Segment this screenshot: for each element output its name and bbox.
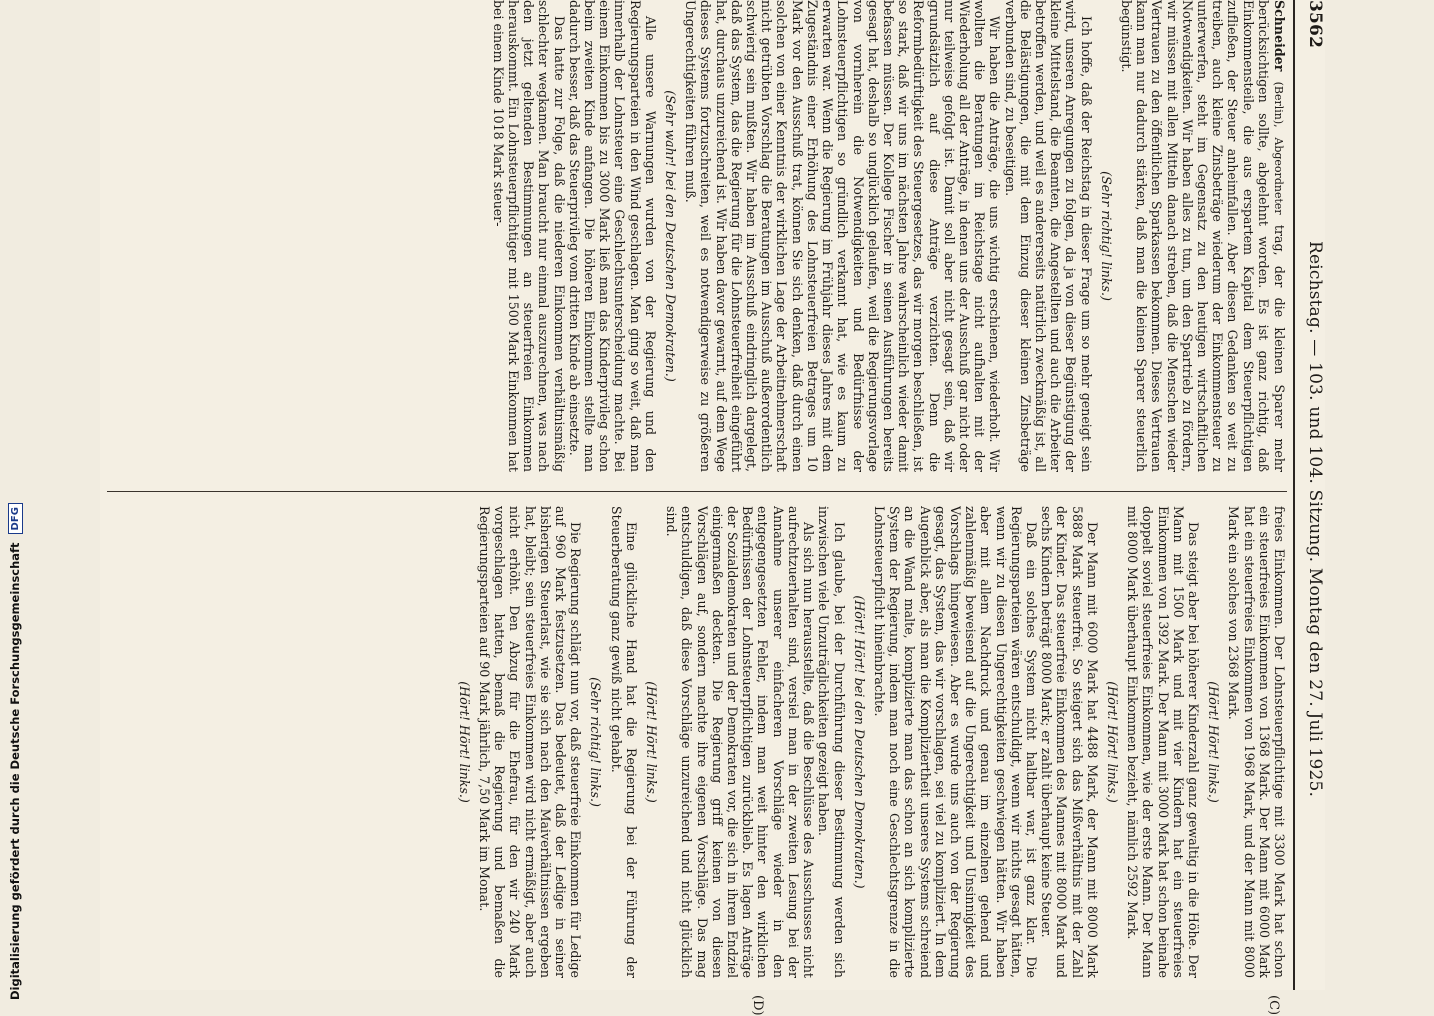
paragraph: Der Mann mit 6000 Mark hat 4488 Mark, der Mann mit 8000 Mark 5888 Mark steuerfrei. So steigert sich das Mißverhältnis mit der Zahl der Kinder. Das steuerfreie Einkommen des Mannes mit 8000 Mark und sechs Kindern beträgt 8000 Mark; er zahlt überhaupt keine Steuer.: [1039, 506, 1100, 978]
speaker-name: Schneider: [1272, 0, 1287, 72]
dfg-logo-icon: DFG: [8, 503, 23, 534]
paragraph: Alle unsere Warnungen wurden von der Regierung und den Regierungsparteien in den Wind geschlagen. Man ging so weit, daß man innerhalb der Lohnsteuer eine Geschlechtsunterscheidung machte. Bei einem Einkommen bis zu 3000 Mark ließ man das Kinderprivileg schon beim zweiten Kinde anfangen. Die höheren Einkommen stellte man dadurch besser, daß das Steuerprivileg vom dritten Kinde ab einsetzte.: [566, 0, 658, 472]
paragraph: Eine glückliche Hand hat die Regierung bei der Führung der Steuerberatung ganz gewiß nicht gehabt.: [608, 506, 639, 978]
paragraph: [1119, 0, 1287, 472]
column-divider: [107, 491, 1287, 492]
footer-strip: [0, 0, 30, 1000]
interjection: (Hört! Hört! links.): [1206, 681, 1222, 803]
paragraph-text: trag, der die kleinen Sparer mehr berücksichtigen sollte, abgelehnt worden. Es ist ganz richtig, daß Einkommensteile, die aus erspartem Kapital dem Steuerpflichtigen zufließen, der Steuer anheimfallen. Aber diesen Gedanken so weit zu treiben, auch kleine Zinsbeträge wiederum der Einkommensteuer zu unterwerfen, steht im Gegensatz zu den heutigen wirtschaftlichen Notwendigkeiten. Wir haben alles zu tun, um den Spartrieb zu fördern, wir müssen mit allen Mitteln danach streben, daß die Menschen wieder Vertrauen zu den öffentlichen Sparkassen bekommen. Dieses Vertrauen kann man nur dadurch stärken, daß man die kleinen Sparer steuerlich begünstigt.: [1118, 0, 1287, 472]
footer: [0, 0, 30, 1000]
interjection: (Hört! Hört! links.): [644, 681, 660, 803]
speaker-party: (Berlin), Abgeordneter: [1272, 81, 1285, 215]
margin-marker-d: (D): [750, 995, 765, 1016]
page-number: 3562: [1305, 0, 1325, 49]
interjection: (Hört! Hört! bei den Deutschen Demokraten.): [851, 595, 867, 889]
paragraph: Die Regierung schlägt nun vor, daß steuerfreie Einkommen für Ledige auf 960 Mark festzusetzen. Das bedeutet, daß der Ledige in seiner bisherigen Steuerlast, wie sie sich nach den Maiverhältnissen ergeben hat, bleibt; sein steuerfreies Einkommen wird nicht ermäßigt, aber auch nicht erhöht. Den Abzug für die Ehefrau, für den wir 240 Mark vorgeschlagen hatten, bemaß die Regierung und bemaßen die Regierungsparteien auf 90 Mark jährlich, 7,50 Mark im Monat.: [477, 506, 584, 978]
paragraph: Das steigt aber bei höherer Kinderzahl ganz gewaltig in die Höhe. Der Mann mit 1500 Mark und mit vier Kindern hat ein steuerfreies Einkommen von 1392 Mark. Der Mann mit 3000 Mark hat schon beinahe doppelt soviel steuerfreies Einkommen, wie der erste Mann. Der Mann mit 8000 Mark überhaupt Einkommen bezieht, nämlich 2592 Mark.: [1125, 506, 1201, 978]
paragraph: freies Einkommen. Der Lohnsteuerpflichtige mit 3300 Mark hat schon ein steuerfreies Einkommen von 1368 Mark. Der Mann mit 6000 Mark hat ein steuerfreies Einkommen von 1968 Mark, und der Mann mit 8000 Mark ein solches von 2368 Mark.: [1226, 506, 1287, 978]
header-rule: [1293, 0, 1295, 990]
page-title: Reichstag. — 103. und 104. Sitzung. Montag den 27. Juli 1925.: [1305, 240, 1325, 798]
interjection: (Sehr richtig! links.): [588, 677, 604, 807]
footer-text: Digitalisierung gefördert durch die Deutsche Forschungsgemeinschaft: [8, 542, 22, 1000]
paragraph: Ich hoffe, daß der Reichstag in dieser Frage um so mehr geneigt sein wird, unseren Anregungen zu folgen, da ja von dieser Begünstigung der kleine Mittelstand, die Beamten, die Angestellten und auch die Arbeiter betroffen werden, und weil es andererseits natürlich zweckmäßig ist, all die Belästigungen, die mit dem Einzug dieser kleinen Zinsbeträge verbunden sind, zu beseitigen.: [1002, 0, 1094, 472]
interjection: (Hört! Hört! links.): [1104, 681, 1120, 803]
paragraph: Ich glaube, bei der Durchführung dieser Bestimmung werden sich inzwischen viele Unzuträglichkeiten gezeigt haben.: [816, 506, 847, 978]
paragraph: Als sich nun herausstellte, daß die Beschlüsse des Ausschusses nicht aufrechtzuerhalten sind, versiel man in der zweiten Lesung bei der Annahme unserer einfacheren Vorschläge wieder in den entgegengesetzten Fehler, indem man weit hinter den wirklichen Bedürfnissen der Lohnsteuerpflichtigen zurückblieb. Es lagen Anträge der Sozialdemokraten und der Demokraten vor, die sich in ihrem Endziel einigermaßen deckten. Die Regierung griff keinen von diesen Vorschlägen auf, sondern machte ihre eigenen Vorschläge. Das mag entschuldigen, daß diese Vorschläge unzureichend und nicht glücklich sind.: [664, 506, 817, 978]
interjection: (Sehr wahr! bei den Deutschen Demokraten.): [663, 90, 679, 382]
paragraph: Das hatte zur Folge, daß die niederen Einkommen verhältnismäßig schlechter wegkamen. Man braucht nur einmal auszurechnen, was nach den jetzt geltenden Bestimmungen an steuerfreien Einkommen herauskommt. Ein Lohnsteuerpflichtiger mit 1500 Mark Einkommen hat bei einem Kinde 1018 Mark steuer-: [490, 0, 567, 472]
margin-marker-c: (C): [1266, 995, 1281, 1016]
right-column: [107, 506, 1287, 978]
left-column: [107, 0, 1287, 472]
paragraph: Wir haben die Anträge, die uns wichtig erschienen, wiederholt. Wir wollten die Beratungen im Reichstage nicht aufhalten mit der Wiederholung all der Anträge, in denen uns der Ausschuß gar nicht oder nur teilweise gefolgt ist. Damit soll aber nicht gesagt sein, daß wir grundsätzlich auf diese Anträge verzichten. Denn die Reformbedürftigkeit des Steuergesetzes, das wir morgen beschließen, ist so stark, daß wir uns im nächsten Jahre wahrscheinlich wieder damit befassen müssen. Der Kollege Fischer in seinen Ausführungen bereits gesagt hat, deshalb so unglücklich gelaufen, weil die Regierungsvorlage von vornherein die Notwendigkeiten und Bedürfnisse der Lohnsteuerpflichtigen so gründlich verkannt hat, wie es kaum zu erwarten war. Wenn die Regierung im Frühjahr dieses Jahres mit dem Zugeständnis einer Erhöhung des Lohnsteuerfreien Betrages um 10 Mark vor den Ausschuß trat, können Sie sich denken, daß durch einen solchen von einer Kenntnis der wirklichen Lage der Arbeitnehmerschaft nicht getrübten Vorschlag die Beratungen im Ausschuß außerordentlich schwierig sein mußten. Wir haben im Ausschuß eindringlich dargelegt, daß das System, das die Regierung für die Lohnsteuerfreiheit eingeführt hat, durchaus unzureichend ist. Wir haben davor gewarnt, auf dem Wege dieses Systems fortzuschreiten, weil es notwendigerweise zu größeren Ungerechtigkeiten führen muß.: [683, 0, 1003, 472]
interjection: (Hört! Hört! links.): [456, 681, 472, 803]
paragraph: Daß ein solches System nicht haltbar war, ist ganz klar. Die Regierungsparteien wären entschuldigt, wenn wir nichts gesagt hätten, wenn wir zu diesen Ungerechtigkeiten geschwiegen hätten. Wir haben aber mit allem Nachdruck und genau im einzelnen gehend und zahlenmäßig beweisend auf die Ungerechtigkeit und Unsinnigkeit des Vorschlags hingewiesen. Aber es wurde uns auch von der Regierung gesagt, das System, das wir vorschlagen, sei viel zu kompliziert. In dem Augenblick aber, als man die Kompliziertheit unseres Systems schreiend an die Wand malte, komplizierte man das schon an sich komplizierte System der Regierung, indem man noch eine Geschlechtsgrenze in die Lohnsteuerpflicht hineinbrachte.: [871, 506, 1039, 978]
page-header: [1299, 0, 1325, 990]
interjection: (Sehr richtig! links.): [1098, 171, 1114, 301]
rotated-page: [100, 0, 1325, 1016]
